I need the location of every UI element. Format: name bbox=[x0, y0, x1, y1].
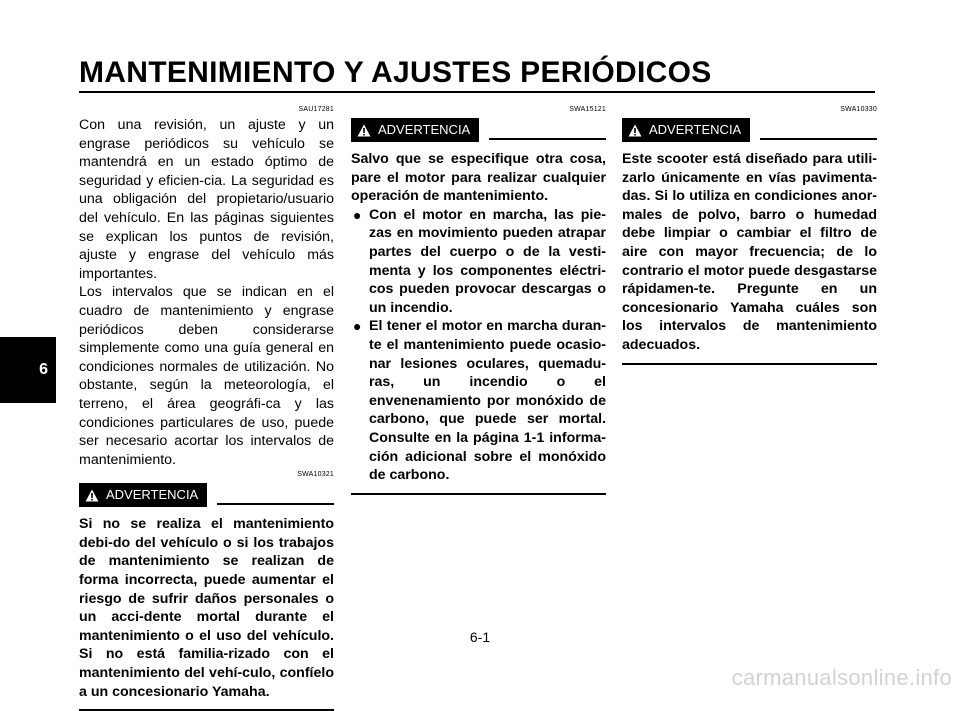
column-1 bbox=[79, 104, 334, 711]
warning-code: SWA10330 bbox=[840, 106, 877, 113]
warning-end-rule bbox=[622, 363, 877, 365]
warning-end-rule bbox=[351, 493, 606, 495]
warning-code: SWA10321 bbox=[297, 471, 334, 479]
warning-header bbox=[351, 118, 606, 142]
warning-header bbox=[622, 118, 877, 142]
warning-triangle-icon bbox=[85, 489, 99, 502]
title-rule bbox=[79, 91, 875, 93]
warning-code: SWA15121 bbox=[569, 106, 606, 113]
page-number: 6-1 bbox=[469, 629, 491, 645]
warning-text: Este scooter está diseñado para utili-zarlo únicamente en vías pavimenta-das. Si lo utiliza en condiciones anor-males de polvo, barro o humedad debe limpiar o cambiar el filtro de aire con mayor frecuencia; de lo contrario el motor puede desgastarse rápidamen-te. Pregunte en un concesionario Yamaha cuáles son los intervalos de mantenimiento adecuados. bbox=[622, 151, 877, 353]
column-3 bbox=[622, 104, 877, 365]
warning-header-rule bbox=[217, 503, 334, 505]
watermark[interactable]: carmanualsonline.info bbox=[731, 665, 952, 690]
warning-text: Si no se realiza el mantenimiento debi-do del vehículo o si los trabajos de mantenimiento se realizan de forma incorrecta, puede aumentar el riesgo de sufrir daños personales o un acci-dente mortal durante el mantenimiento o el uso del vehículo. Si no está familia-rizado con el mantenimiento del vehí-culo, confíelo a un concesionario Yamaha. bbox=[79, 516, 334, 700]
column-2 bbox=[351, 104, 606, 495]
section-code: SAU17281 bbox=[298, 106, 334, 113]
warning-header bbox=[79, 483, 334, 507]
page-title: MANTENIMIENTO Y AJUSTES PERIÓDICOS bbox=[79, 56, 712, 89]
chapter-tab bbox=[0, 337, 56, 403]
list-item-text: Con el motor en marcha, las pie-zas en movimiento pueden atrapar partes del cuerpo o de la vesti-menta y los componentes eléctri-cos pueden provocar descargas o un incendio. bbox=[369, 206, 606, 316]
warning-label-text: ADVERTENCIA bbox=[649, 122, 742, 137]
warning-label bbox=[622, 118, 750, 142]
list-item bbox=[353, 206, 606, 318]
bullet-dot-icon: ● bbox=[353, 206, 362, 223]
bullet-dot-icon: ● bbox=[353, 318, 362, 335]
list-item bbox=[353, 317, 606, 484]
warning-label-text: ADVERTENCIA bbox=[106, 487, 199, 503]
warning-label-text: ADVERTENCIA bbox=[378, 122, 471, 137]
warning-bullet-list bbox=[351, 206, 606, 485]
warning-header-rule bbox=[760, 138, 877, 140]
chapter-tab-label: 6 bbox=[39, 361, 48, 378]
warning-label bbox=[351, 118, 479, 142]
intro-paragraph: Con una revisión, un ajuste y un engrase periódicos su vehículo se mantendrá en un estado óptimo de seguridad y eficien-cia. La seguridad es una obligación del propietario/usuario del vehículo. En las páginas siguientes se explican los puntos de revisión, ajuste y engrase del vehículo más importantes. bbox=[79, 117, 334, 282]
intervals-paragraph: Los intervalos que se indican en el cuadro de mantenimiento y engrase periódicos deben considerarse simplemente como una guía general en condiciones normales de utilización. No obstante, según la meteorología, el terreno, el área geográfi-ca y las condiciones particulares de uso, puede ser necesario acortar los intervalos de mantenimiento. bbox=[79, 284, 334, 468]
list-item-text: El tener el motor en marcha duran-te el mantenimiento puede ocasio-nar lesiones oculares, quemadu-ras, un incendio o el envenenamiento por monóxido de carbono, que puede ser mortal. Consulte en la página 1-1 informa-ción adicional sobre el monóxido de carbono. bbox=[369, 318, 606, 484]
warning-triangle-icon bbox=[628, 124, 642, 137]
warning-triangle-icon bbox=[357, 124, 371, 137]
warning-text: Salvo que se especifique otra cosa, pare el motor para realizar cualquier operación de mantenimiento. bbox=[351, 151, 606, 205]
warning-label bbox=[79, 483, 207, 507]
warning-header-rule bbox=[489, 138, 606, 140]
